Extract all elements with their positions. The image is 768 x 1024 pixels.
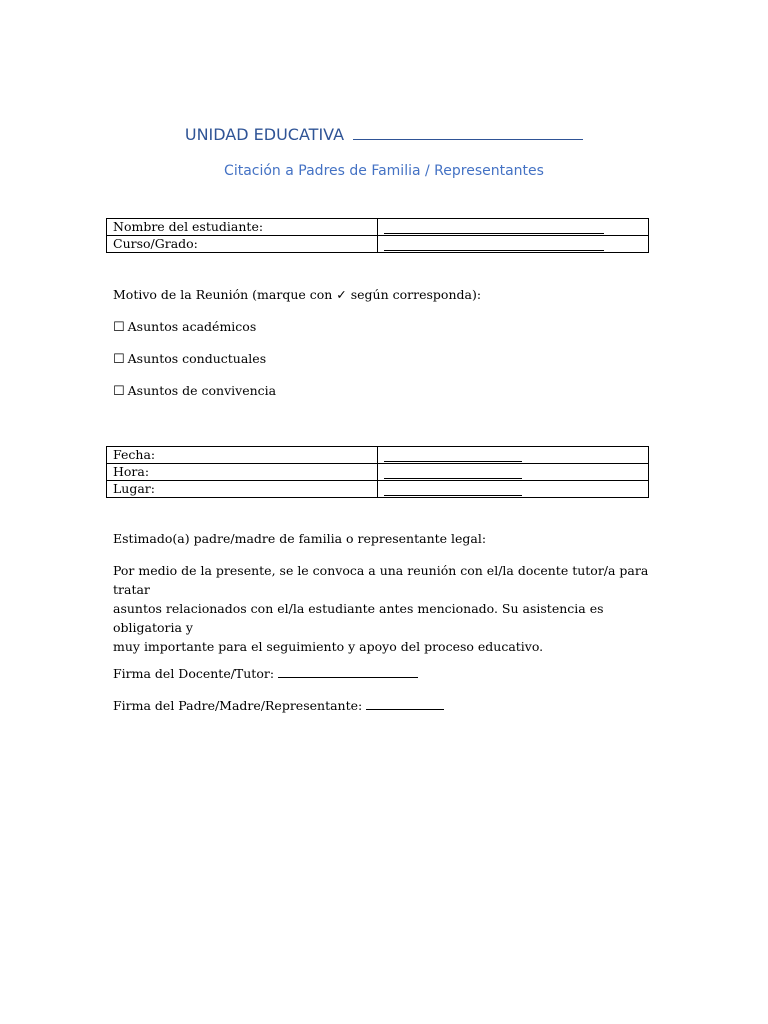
fill-line — [384, 484, 522, 496]
date-field[interactable] — [378, 447, 649, 464]
grade-label: Curso/Grado: — [107, 236, 378, 253]
fill-line — [384, 450, 522, 462]
time-label: Hora: — [107, 464, 378, 481]
checkbox-label: Asuntos académicos — [127, 319, 257, 334]
title-text: UNIDAD EDUCATIVA — [184, 125, 345, 144]
checkbox-label: Asuntos de convivencia — [127, 383, 277, 398]
paragraph-line: Por medio de la presente, se le convoca a una reunión con el/la docente tutor/a para tratar — [113, 563, 649, 597]
meeting-info-table — [106, 446, 649, 498]
checkbox-item-academic[interactable] — [113, 317, 653, 337]
checkbox-icon[interactable]: ☐ — [113, 320, 125, 335]
checkbox-label: Asuntos conductuales — [127, 351, 267, 366]
table-row — [107, 236, 649, 253]
greeting: Estimado(a) padre/madre de familia o representante legal: — [113, 531, 487, 546]
grade-field[interactable] — [378, 236, 649, 253]
teacher-signature-label: Firma del Docente/Tutor: — [113, 666, 275, 681]
student-name-label: Nombre del estudiante: — [107, 219, 378, 236]
fill-line — [384, 467, 522, 479]
parent-signature — [113, 696, 653, 715]
fill-line — [384, 239, 604, 251]
checkbox-icon[interactable]: ☐ — [113, 352, 125, 367]
student-info-table — [106, 218, 649, 253]
checkbox-item-conduct[interactable] — [113, 349, 653, 369]
date-label: Fecha: — [107, 447, 378, 464]
place-label: Lugar: — [107, 481, 378, 498]
table-row — [107, 219, 649, 236]
title-blank-line — [353, 125, 583, 140]
place-field[interactable] — [378, 481, 649, 498]
table-row — [107, 447, 649, 464]
page-subtitle: Citación a Padres de Familia / Representantes — [224, 163, 544, 179]
fill-line — [384, 222, 604, 234]
student-name-field[interactable] — [378, 219, 649, 236]
body-paragraph — [113, 561, 653, 656]
table-row — [107, 464, 649, 481]
table-row — [107, 481, 649, 498]
reason-prompt: Motivo de la Reunión (marque con ✓ según corresponda): — [113, 287, 482, 302]
time-field[interactable] — [378, 464, 649, 481]
paragraph-line: asuntos relacionados con el/la estudiante antes mencionado. Su asistencia es obligatoria y — [113, 601, 604, 635]
checkbox-icon[interactable]: ☐ — [113, 384, 125, 399]
checkbox-item-coexistence[interactable] — [113, 381, 653, 401]
parent-signature-label: Firma del Padre/Madre/Representante: — [113, 698, 363, 713]
page-title — [0, 125, 768, 144]
paragraph-line: muy importante para el seguimiento y apoyo del proceso educativo. — [113, 639, 544, 654]
parent-signature-line[interactable] — [366, 698, 444, 710]
teacher-signature-line[interactable] — [278, 666, 418, 678]
teacher-signature — [113, 664, 653, 683]
